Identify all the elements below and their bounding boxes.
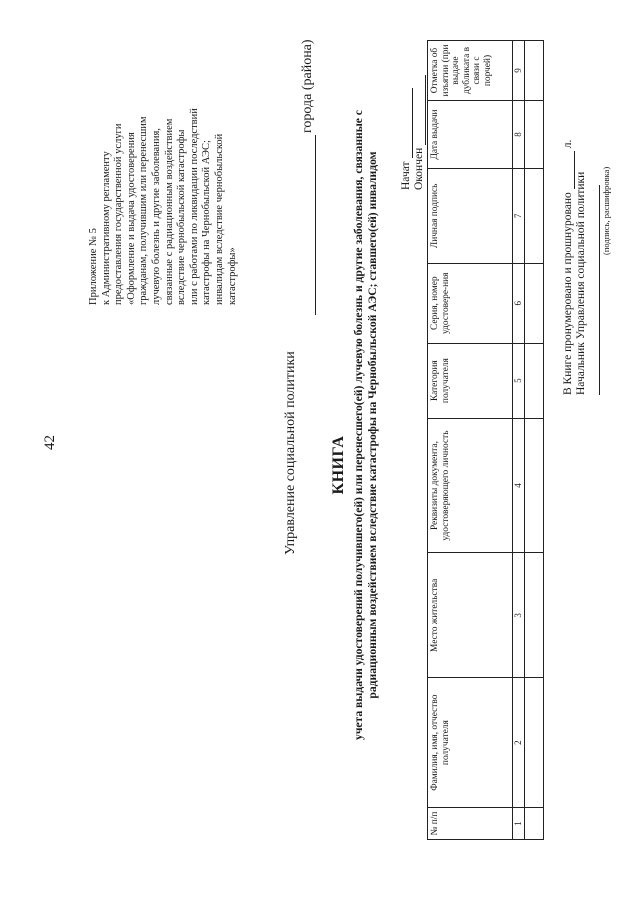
table-cell (524, 263, 543, 343)
head-title-row (575, 140, 588, 395)
table-header-cell: Отметка об изъятии (при выдаче дубликата в связи с порчей) (428, 41, 513, 101)
start-end-dates (400, 75, 426, 190)
book-title: КНИГА (330, 435, 347, 495)
table-header-cell: Дата выдачи (428, 101, 513, 169)
footer-certification (562, 140, 613, 395)
column-number: 6 (513, 263, 525, 343)
appendix-line: инвалидам вследствие чернобыльской (213, 133, 225, 305)
head-title: Начальник Управления социальной политики (575, 171, 587, 395)
ended-row (413, 75, 426, 190)
sheets-blank (563, 151, 575, 189)
started-blank (401, 88, 413, 158)
column-number: 9 (513, 41, 525, 101)
signature-caption: (подпись, расшифровка) (601, 166, 611, 255)
table-cell (524, 678, 543, 808)
table-header-cell: Реквизиты документа, удостоверяющего личность (428, 418, 513, 553)
appendix-line: предоставления государственной услуги (113, 123, 125, 305)
column-number: 1 (513, 808, 525, 840)
book-subtitle (352, 55, 380, 795)
book-subtitle-line: радиационным воздействием вследствие катастрофы на Чернобыльской АЭС; ставшего(ей) инвалидом (366, 151, 379, 699)
table-row (524, 41, 543, 840)
table-header-cell: Фамилия, имя, отчество получателя (428, 678, 513, 808)
column-number: 3 (513, 553, 525, 678)
table-cell (524, 553, 543, 678)
table-cell (524, 168, 543, 263)
table-header-cell: Личная подпись (428, 168, 513, 263)
column-number: 2 (513, 678, 525, 808)
appendix-line: Приложение № 5 (88, 228, 99, 305)
table-header-cell: Категория получателя (428, 343, 513, 418)
column-number: 5 (513, 343, 525, 418)
table-cell (524, 41, 543, 101)
column-number: 8 (513, 101, 525, 169)
table-header-row (428, 41, 513, 840)
appendix-reference (88, 15, 239, 305)
numbered-row (562, 140, 575, 395)
table-cell (524, 418, 543, 553)
table-cell (524, 343, 543, 418)
appendix-line: вследствие чернобыльской катастрофы (176, 129, 188, 305)
table-header-cell: Место жительства (428, 553, 513, 678)
appendix-line: или с работами по ликвидации последствий (188, 108, 200, 305)
started-row (400, 75, 413, 190)
table-header-cell: № п/п (428, 808, 513, 840)
ended-blank (414, 75, 426, 145)
appendix-line: связанные с радиационным воздействием (163, 118, 175, 305)
registry-table (427, 40, 544, 840)
city-suffix: города (района) (300, 39, 315, 133)
signature-blank (588, 185, 600, 395)
department-name: Управление социальной политики (283, 351, 298, 555)
signature-row (588, 140, 600, 395)
city-blank (301, 135, 316, 315)
city-line (300, 39, 316, 315)
table-cell (524, 808, 543, 840)
table-column-number-row (513, 41, 525, 840)
numbered-text: В Книге пронумеровано и прошнуровано (562, 192, 574, 395)
table-cell (524, 101, 543, 169)
appendix-line: к Административному регламенту (100, 151, 112, 305)
table-header-cell: Серия, номер удостовере-ния (428, 263, 513, 343)
appendix-line: лучевую болезнь и другие заболевания, (150, 128, 162, 305)
started-label: Начат (400, 161, 412, 190)
book-subtitle-line: учета выдачи удостоверений получившего(ей) или перенесшего(ей) лучевую болезнь и другие заболевания, связанные с (352, 110, 365, 740)
appendix-line: гражданам, получившим или перенесшим (138, 116, 150, 305)
appendix-line: катастрофы» (226, 247, 238, 305)
ended-label: Окончен (413, 147, 425, 190)
appendix-line: «Оформление и выдача удостоверения (125, 132, 137, 305)
column-number: 7 (513, 168, 525, 263)
page-number: 42 (42, 435, 58, 450)
column-number: 4 (513, 418, 525, 553)
appendix-line: катастрофы на Чернобыльской АЭС; (201, 140, 213, 305)
sheets-suffix: л. (562, 139, 574, 149)
